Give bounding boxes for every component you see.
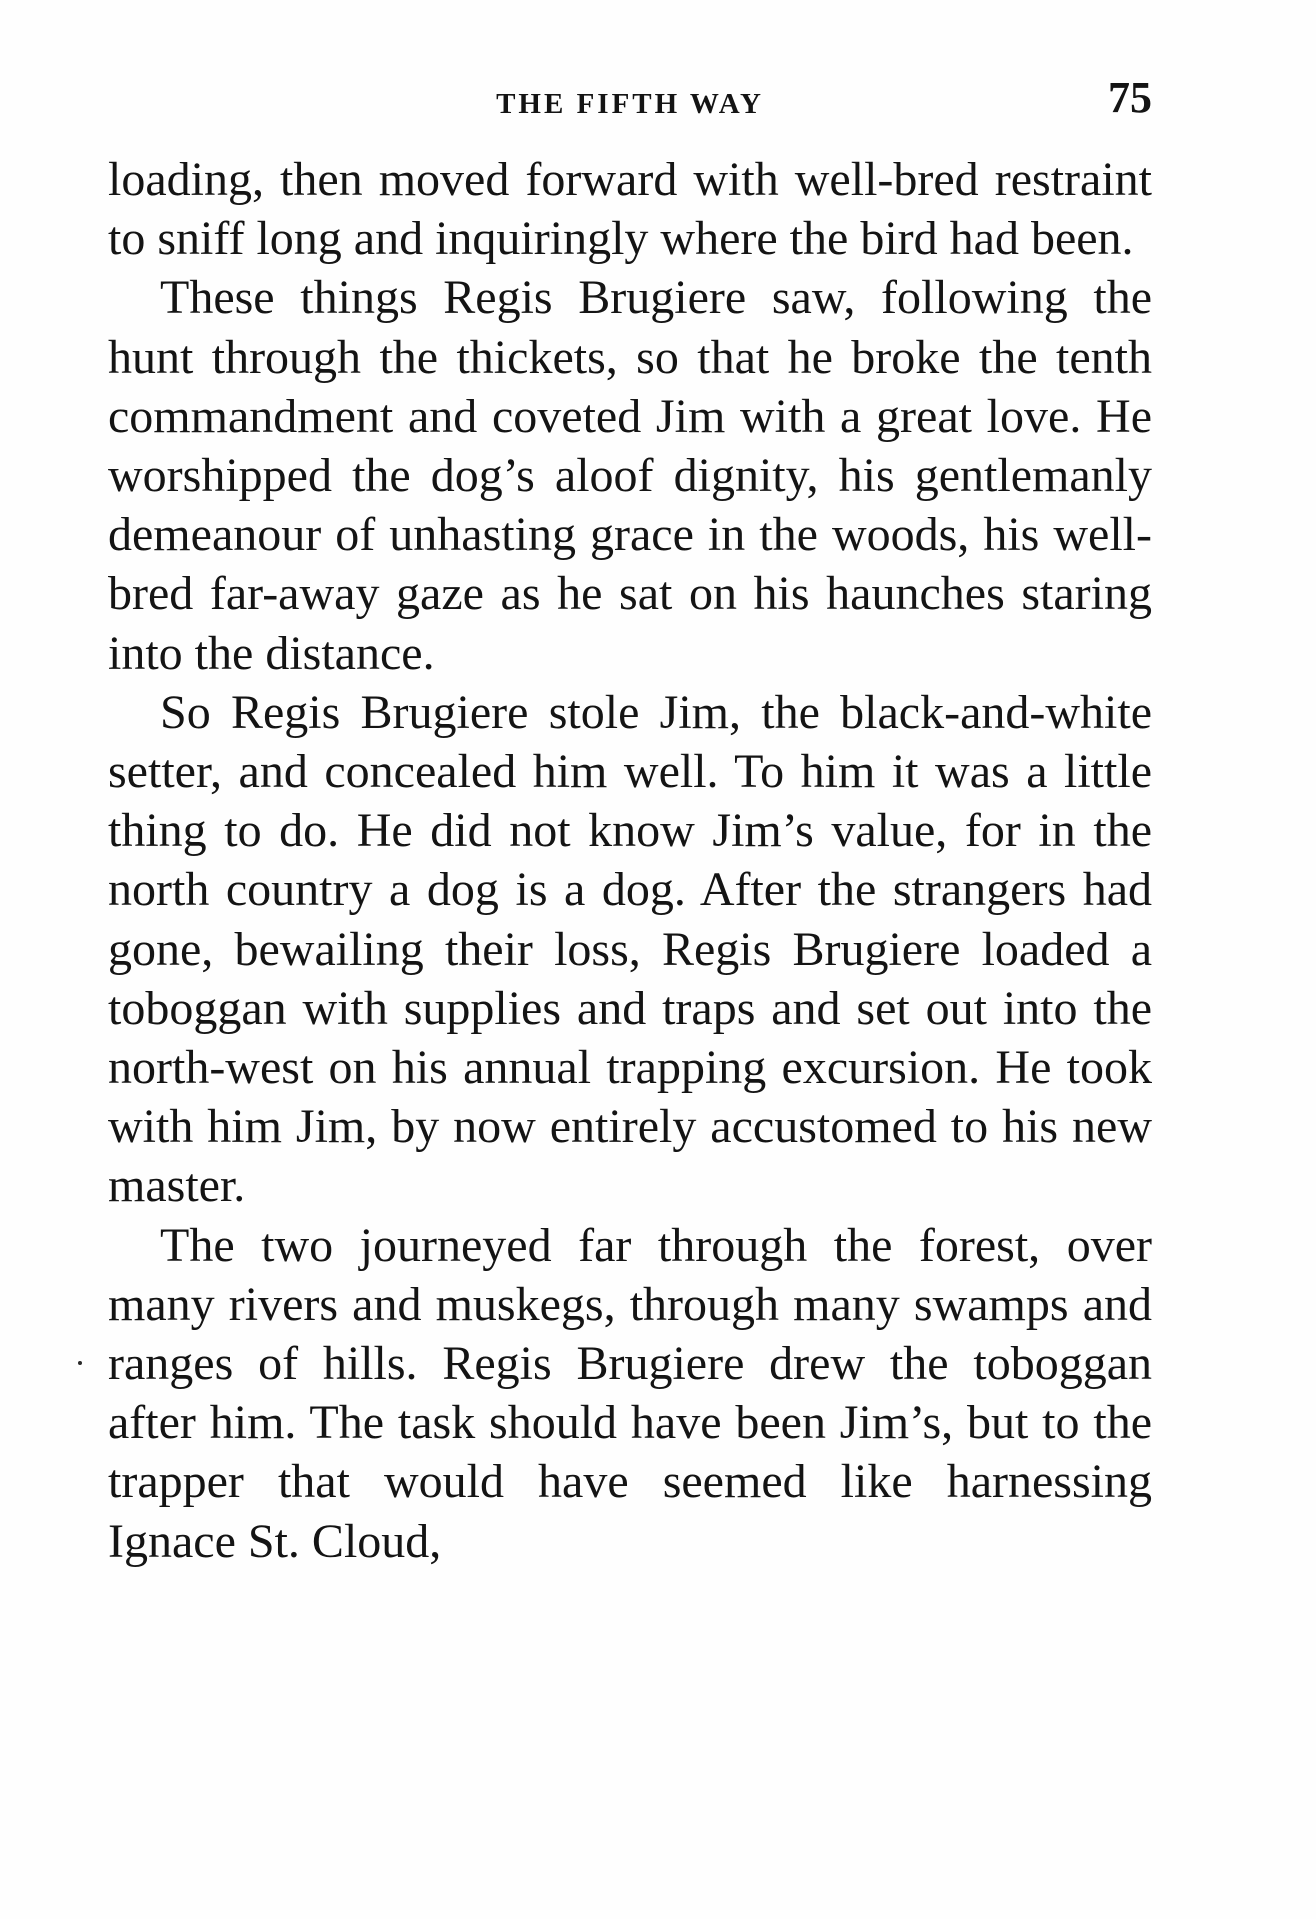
paragraph-journey: The two journeyed far through the forest, over many rivers and muskegs, through many swamps and ranges of hills. Regis Brugiere drew the toboggan after him. The task should have been Jim’s, but to the trapper that would have seemed like harnessing Ignace St. Cloud, bbox=[108, 1218, 1152, 1568]
running-title: THE FIFTH WAY bbox=[496, 88, 764, 120]
paper-speck bbox=[78, 1361, 82, 1365]
body-text bbox=[108, 150, 1152, 1571]
running-head bbox=[108, 72, 1152, 132]
paragraph-continued: loading, then moved forward with well-bred restraint to sniff long and inquiringly where the bird had been. bbox=[108, 153, 1152, 266]
page-number: 75 bbox=[1108, 73, 1152, 122]
paragraph-regis-steals-jim: So Regis Brugiere stole Jim, the black-and-white setter, and concealed him well. To him it was a little thing to do. He did not know Jim’s value, for in the north country a dog is a dog. After the strangers had gone, bewailing their loss, Regis Brugiere loaded a toboggan with supplies and traps and set out into the north-west on his annual trapping excursion. He took with him Jim, by now entirely accustomed to his new master. bbox=[108, 685, 1152, 1213]
paragraph-regis-covets-jim: These things Regis Brugiere saw, following the hunt through the thickets, so that he broke the tenth commandment and coveted Jim with a great love. He worshipped the dog’s aloof dignity, his gentlemanly demeanour of unhasting grace in the woods, his well-bred far-away gaze as he sat on his haunches staring into the distance. bbox=[108, 271, 1152, 680]
